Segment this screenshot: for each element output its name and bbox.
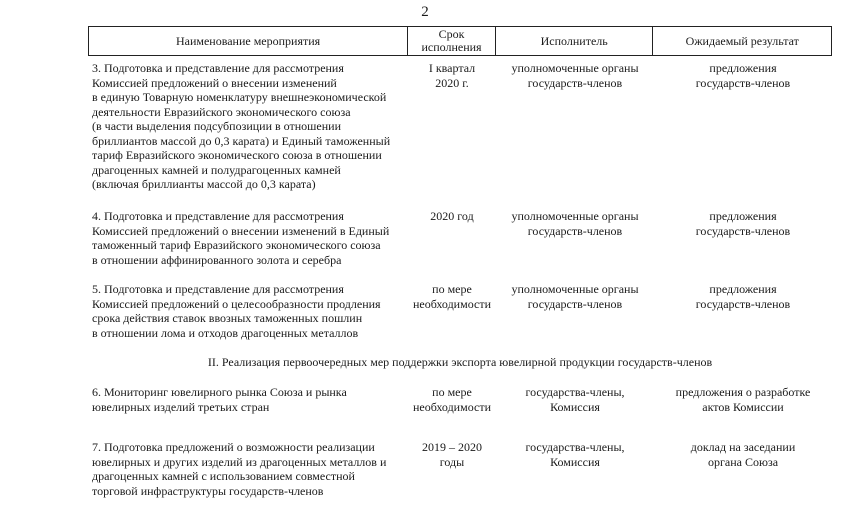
table-row <box>88 385 832 414</box>
page-number: 2 <box>421 4 429 20</box>
row-term: по мере необходимости <box>412 385 491 414</box>
header-executor: Исполнитель <box>496 27 654 55</box>
table-row <box>88 282 832 340</box>
header-term: Срок исполнения <box>408 27 496 55</box>
header-result: Ожидаемый результат <box>685 33 799 48</box>
table-row <box>88 440 832 498</box>
section-title: II. Реализация первоочередных мер поддержки экспорта ювелирной продукции государств-членов <box>207 355 713 369</box>
row-term: 2019 – 2020 годы <box>422 440 482 469</box>
row-result: предложения государств-членов <box>695 61 791 90</box>
row-name: 7. Подготовка предложений о возможности реализации ювелирных и других изделий из драгоценных металлов и драгоценных камней с использованием совместной торговой инфраструктуры государств-членов <box>92 440 387 498</box>
row-term: по мере необходимости <box>412 282 491 311</box>
row-result: предложения о разработке актов Комиссии <box>675 385 811 414</box>
table-row <box>88 209 832 267</box>
header-name: Наименование мероприятия <box>89 27 408 55</box>
row-executor: государства-члены, Комиссия <box>525 385 625 414</box>
row-name: 6. Мониторинг ювелирного рынка Союза и рынка ювелирных изделий третьих стран <box>92 385 347 414</box>
row-executor: уполномоченные органы государств-членов <box>511 282 639 311</box>
row-result: предложения государств-членов <box>695 209 791 238</box>
row-executor: государства-члены, Комиссия <box>525 440 625 469</box>
table-header <box>88 26 832 56</box>
row-term: 2020 год <box>430 209 474 223</box>
row-executor: уполномоченные органы государств-членов <box>511 61 639 90</box>
table-row <box>88 61 832 192</box>
row-name: 4. Подготовка и представление для рассмотрения Комиссией предложений о внесении изменений в Единый таможенный тариф Евразийского экономического союза в отношении аффинированного золота и серебра <box>92 209 390 267</box>
row-result: доклад на заседании органа Союза <box>690 440 796 469</box>
row-result: предложения государств-членов <box>695 282 791 311</box>
row-executor: уполномоченные органы государств-членов <box>511 209 639 238</box>
row-name: 5. Подготовка и представление для рассмотрения Комиссией предложений о целесообразности продления срока действия ставок ввозных таможенных пошлин в отношении лома и отходов драгоценных металлов <box>92 282 381 340</box>
row-name: 3. Подготовка и представление для рассмотрения Комиссией предложений о внесении изменений в единую Товарную номенклатуру внешнеэкономической деятельности Евразийского экономического союза (в части выделения подсубпозиции в отношении бриллиантов массой до 0,3 карата) и Единый таможенный тариф Евразийского экономического союза в отношении драгоценных камней и полудрагоценных камней (включая бриллианты массой до 0,3 карата) <box>92 61 391 191</box>
row-term: I квартал 2020 г. <box>428 61 476 90</box>
